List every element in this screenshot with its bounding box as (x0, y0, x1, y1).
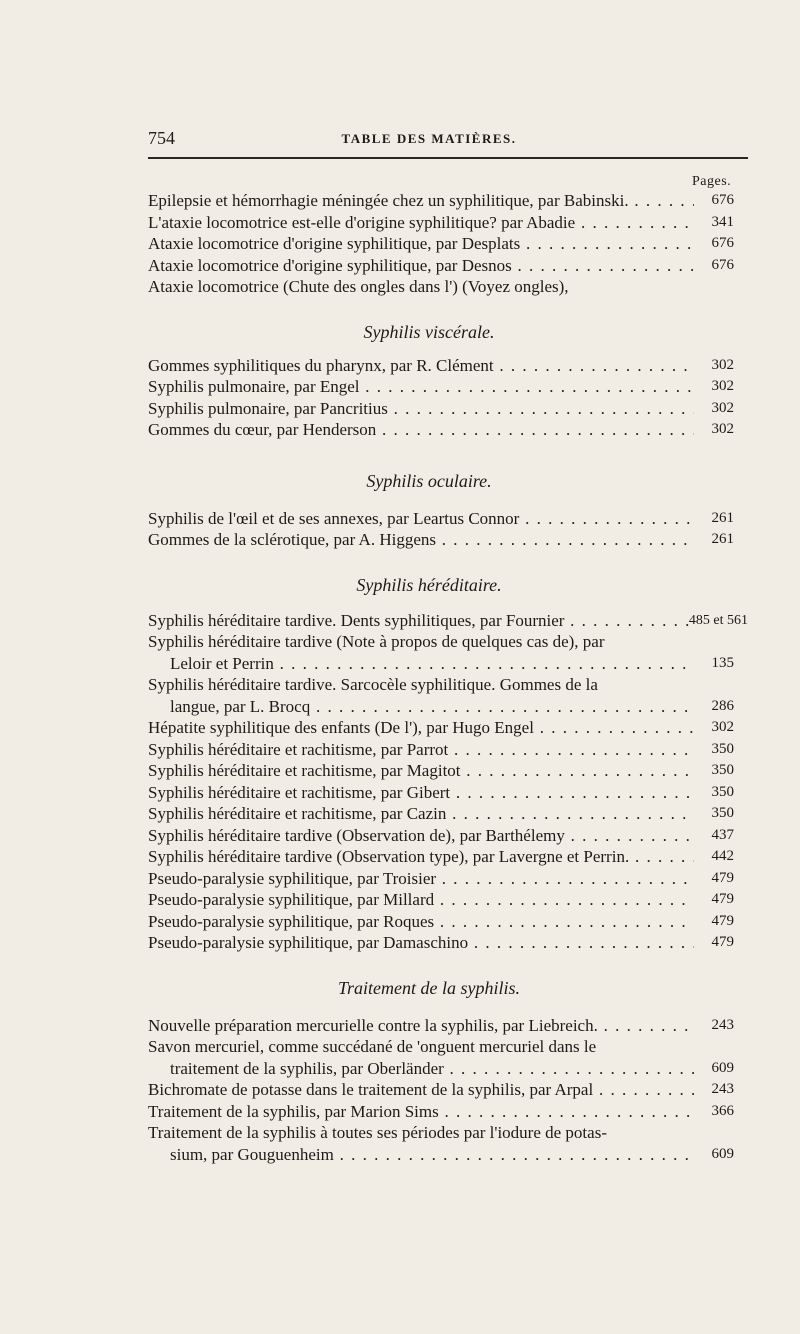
entry-title: Pseudo-paralysie syphilitique, par Damaschino . . . (148, 932, 694, 954)
entry-title: Gommes du cœur, par Henderson . . . (148, 419, 694, 441)
toc-entry (148, 739, 734, 761)
entry-title: Pseudo-paralysie syphilitique, par Troisier . . . (148, 868, 694, 890)
entry-title (148, 631, 694, 674)
entry-title-continuation: Leloir et Perrin . . . (148, 653, 694, 675)
entry-page-number: 302 (711, 378, 734, 394)
entry-title: L'ataxie locomotrice est-elle d'origine syphilitique? par Abadie . . . (148, 212, 694, 234)
toc-entry (148, 419, 734, 441)
entry-title: Syphilis héréditaire et rachitisme, par Magitot . . . (148, 760, 694, 782)
entry-title: Hépatite syphilitique des enfants (De l'), par Hugo Engel . . . (148, 717, 694, 739)
entry-page-number: 243 (711, 1016, 734, 1033)
toc-entry (148, 190, 734, 212)
entry-title: Syphilis pulmonaire, par Pancritius . . . (148, 398, 694, 420)
entry-page-number: 302 (711, 399, 734, 416)
entry-page-number: 302 (711, 356, 734, 373)
toc-entry (148, 398, 734, 420)
section-heading: Syphilis oculaire. (366, 470, 492, 491)
toc-entry (148, 255, 734, 277)
entry-title: Bichromate de potasse dans le traitement de la syphilis, par Arpal . . . (148, 1079, 694, 1101)
entry-title-continuation: traitement de la syphilis, par Oberländer . . . (148, 1058, 694, 1080)
entry-page-number: 366 (711, 1102, 734, 1119)
table-of-contents (148, 190, 748, 1165)
toc-entry (148, 1101, 734, 1123)
toc-entry (148, 846, 734, 868)
entry-page-number: 676 (711, 235, 734, 251)
entry-page-number: 479 (711, 869, 734, 886)
entry-page-number: 609 (711, 1059, 734, 1076)
entry-page-number: 676 (711, 256, 734, 273)
toc-entry (148, 911, 734, 933)
toc-entry (148, 631, 734, 674)
entry-title-line: Traitement de la syphilis à toutes ses périodes par l'iodure de potas- (148, 1123, 607, 1142)
entry-page-number: 350 (711, 762, 734, 778)
entry-title: Ataxie locomotrice (Chute des ongles dans l') (Voyez ongles), (148, 277, 569, 296)
toc-entry (148, 932, 734, 954)
toc-entry (148, 233, 734, 255)
entry-title-line: Savon mercuriel, comme succédané de 'onguent mercuriel dans le (148, 1037, 597, 1056)
entry-page-number: 350 (711, 805, 734, 821)
entry-page-number: 442 (711, 848, 734, 864)
entry-page-number: 341 (711, 213, 734, 230)
entry-title: Nouvelle préparation mercurielle contre la syphilis, par Liebreich. . . . (148, 1015, 694, 1037)
entry-page-number: 350 (711, 740, 734, 757)
entry-title-continuation: langue, par L. Brocq . . . (148, 696, 694, 718)
entry-title: Syphilis héréditaire et rachitisme, par Parrot . . . (148, 739, 694, 761)
toc-entry (148, 674, 734, 717)
entry-title-line: Syphilis héréditaire tardive. Sarcocèle syphilitique. Gommes de la (148, 675, 598, 694)
entry-page-number: 261 (711, 531, 734, 547)
entry-title: Pseudo-paralysie syphilitique, par Roques . . . (148, 911, 694, 933)
entry-page-number: 302 (711, 421, 734, 437)
entry-title: Syphilis pulmonaire, par Engel . . . (148, 376, 694, 398)
toc-entry (148, 212, 734, 234)
header-rule (148, 157, 748, 159)
entry-page-number: 243 (711, 1081, 734, 1097)
section-heading: Syphilis héréditaire. (356, 574, 502, 595)
entry-page-number: 485 et 561 (688, 612, 748, 628)
toc-entry (148, 1079, 734, 1101)
entry-title-line: Syphilis héréditaire tardive (Note à propos de quelques cas de), par (148, 632, 605, 651)
entry-page-number: 437 (711, 826, 734, 843)
page-header (148, 128, 710, 152)
entry-title: Syphilis héréditaire tardive (Observation de), par Barthélemy . . . (148, 825, 694, 847)
entry-title: Pseudo-paralysie syphilitique, par Millard . . . (148, 889, 694, 911)
toc-entry (148, 529, 734, 551)
entry-title: Syphilis héréditaire et rachitisme, par Gibert . . . (148, 782, 694, 804)
toc-entry (148, 1036, 734, 1079)
entry-page-number: 479 (711, 934, 734, 950)
entry-title: Gommes syphilitiques du pharynx, par R. Clément . . . (148, 355, 694, 377)
toc-entry (148, 825, 734, 847)
toc-entry (148, 868, 734, 890)
entry-title: Epilepsie et hémorrhagie méningée chez un syphilitique, par Babinski. . . . (148, 190, 694, 212)
toc-entry (148, 717, 734, 739)
entry-title: Traitement de la syphilis, par Marion Sims . . . (148, 1101, 694, 1123)
entry-title: Syphilis héréditaire tardive (Observation type), par Lavergne et Perrin. . . . (148, 846, 694, 868)
entry-page-number: 261 (711, 509, 734, 526)
entry-title: Syphilis héréditaire et rachitisme, par Cazin . . . (148, 803, 694, 825)
entry-page-number: 350 (711, 783, 734, 800)
toc-entry (148, 276, 710, 298)
toc-entry (148, 376, 734, 398)
entry-title: Ataxie locomotrice d'origine syphilitique, par Desplats . . . (148, 233, 694, 255)
pages-column-label: Pages. (692, 174, 732, 189)
entry-title-continuation: sium, par Gouguenheim . . . (148, 1144, 694, 1166)
toc-entry (148, 1122, 734, 1165)
toc-entry (148, 1015, 734, 1037)
entry-page-number: 302 (711, 719, 734, 735)
entry-title: Syphilis de l'œil et de ses annexes, par Leartus Connor . . . (148, 508, 694, 530)
toc-entry (148, 610, 748, 632)
section-heading: Traitement de la syphilis. (338, 977, 520, 998)
entry-page-number: 479 (711, 891, 734, 907)
toc-entry (148, 355, 734, 377)
toc-entry (148, 760, 734, 782)
entry-title (148, 1036, 694, 1079)
section-heading: Syphilis viscérale. (363, 321, 495, 342)
entry-title: Syphilis héréditaire tardive. Dents syphilitiques, par Fournier . . . (148, 610, 694, 632)
entry-title: Gommes de la sclérotique, par A. Higgens . . . (148, 529, 694, 551)
entry-page-number: 286 (711, 697, 734, 714)
toc-entry (148, 508, 734, 530)
entry-page-number: 135 (711, 654, 734, 671)
page-number: 754 (148, 128, 175, 148)
entry-page-number: 479 (711, 912, 734, 929)
entry-title: Ataxie locomotrice d'origine syphilitique, par Desnos . . . (148, 255, 694, 277)
entry-title (148, 1122, 694, 1165)
running-title: TABLE DES MATIÈRES. (341, 131, 517, 146)
entry-page-number: 676 (711, 192, 734, 208)
toc-entry (148, 782, 734, 804)
toc-entry (148, 889, 734, 911)
toc-entry (148, 803, 734, 825)
entry-title (148, 674, 694, 717)
entry-page-number: 609 (711, 1145, 734, 1162)
